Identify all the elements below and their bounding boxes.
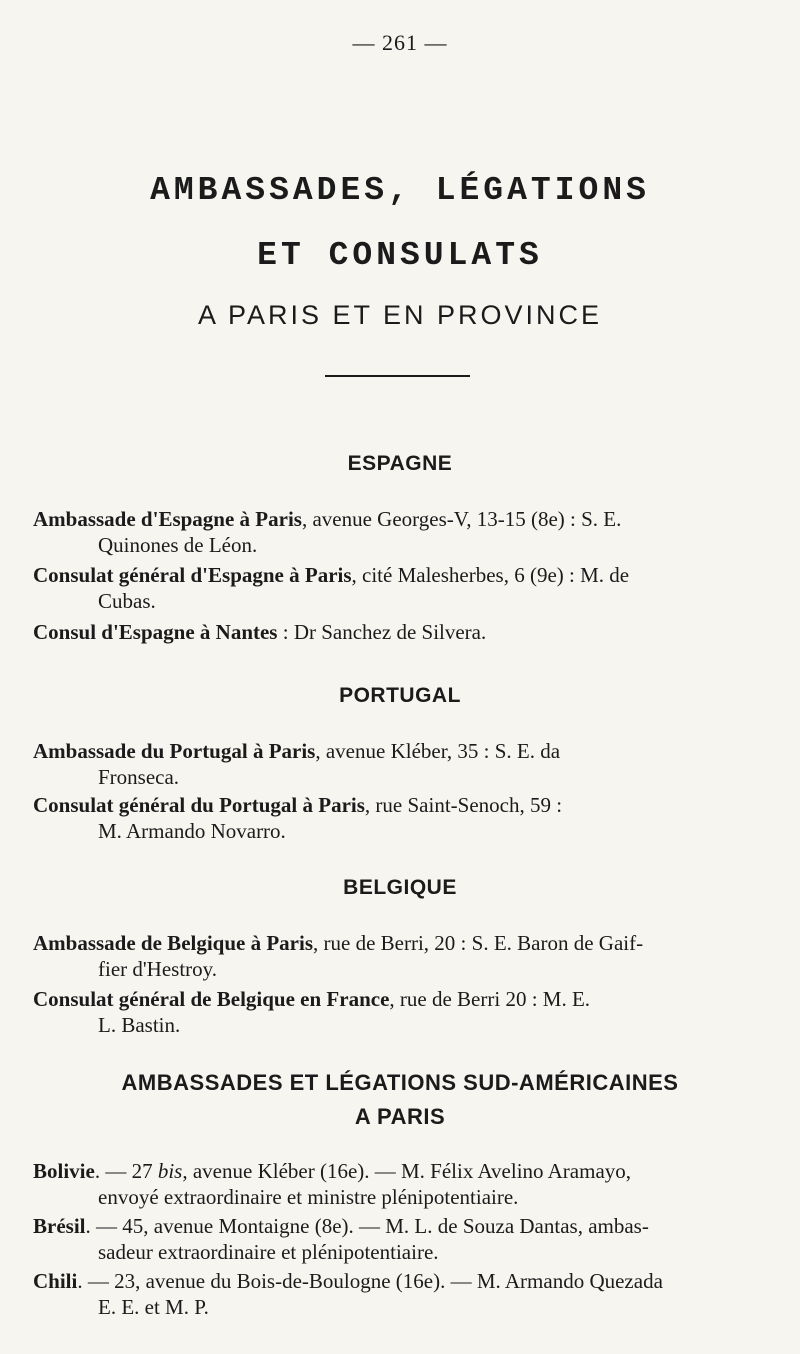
entry-bolivie <box>33 1158 765 1210</box>
entry-consulat-portugal <box>33 792 765 844</box>
entry-name: Consul d'Espagne à Nantes <box>33 620 278 644</box>
entry-name: Ambassade d'Espagne à Paris <box>33 507 302 531</box>
heading-line: A PARIS <box>354 1104 446 1129</box>
entry-ambassade-portugal <box>33 738 765 790</box>
entry-text: . — 27 <box>94 1159 158 1183</box>
entry-continuation: envoyé extraordinaire et ministre plénipotentiaire. <box>98 1185 519 1209</box>
entry-continuation: Quinones de Léon. <box>98 533 258 557</box>
entry-name: Bolivie <box>33 1159 95 1183</box>
heading-line: AMBASSADES ET LÉGATIONS SUD-AMÉRICAINES <box>121 1070 679 1095</box>
entry-continuation: L. Bastin. <box>98 1013 181 1037</box>
entry-name: Chili <box>33 1269 78 1293</box>
entry-text: , avenue Kléber, 35 : S. E. da <box>315 739 561 763</box>
entry-consulat-espagne <box>33 562 765 614</box>
entry-name: Consulat général de Belgique en France <box>33 987 390 1011</box>
entry-text: . — 45, avenue Montaigne (8e). — M. L. de Souza Dantas, ambas- <box>85 1214 649 1238</box>
entry-continuation: sadeur extraordinaire et plénipotentiaire. <box>98 1240 439 1264</box>
entry-name: Brésil <box>33 1214 86 1238</box>
entry-continuation: Cubas. <box>98 589 156 613</box>
entry-continuation: Fronseca. <box>98 765 180 789</box>
entry-bresil <box>33 1213 765 1265</box>
page-title: AMBASSADES, LÉGATIONS <box>150 172 650 209</box>
entry-text: , rue Saint-Senoch, 59 : <box>364 793 563 817</box>
title-divider <box>325 375 470 377</box>
entry-ambassade-belgique <box>33 930 765 982</box>
entry-text: , cité Malesherbes, 6 (9e) : M. de <box>351 563 630 587</box>
entry-name: Ambassade de Belgique à Paris <box>33 931 314 955</box>
entry-text: , rue de Berri 20 : M. E. <box>389 987 591 1011</box>
section-heading-belgique: BELGIQUE <box>343 876 457 899</box>
entry-continuation: M. Armando Novarro. <box>98 819 286 843</box>
page-title-line2: ET CONSULATS <box>257 237 543 274</box>
entry-name: Consulat général du Portugal à Paris <box>33 793 365 817</box>
entry-text: : Dr Sanchez de Silvera. <box>277 620 487 644</box>
entry-text: , avenue Kléber (16e). — M. Félix Avelino Aramayo, <box>182 1159 632 1183</box>
entry-text: , avenue Georges-V, 13-15 (8e) : S. E. <box>301 507 622 531</box>
entry-text: . — 23, avenue du Bois-de-Boulogne (16e). — M. Armando Quezada <box>77 1269 663 1293</box>
entry-consul-nantes <box>33 619 765 645</box>
page-number: — 261 — <box>352 30 448 55</box>
entry-text: , rue de Berri, 20 : S. E. Baron de Gaif- <box>313 931 644 955</box>
section-heading-portugal: PORTUGAL <box>339 684 461 707</box>
entry-name: Ambassade du Portugal à Paris <box>33 739 316 763</box>
section-heading-sud-americaines <box>0 1066 800 1134</box>
page-subtitle: A PARIS ET EN PROVINCE <box>197 300 603 330</box>
section-heading-espagne: ESPAGNE <box>347 452 453 475</box>
entry-ambassade-espagne <box>33 506 765 558</box>
entry-continuation: fier d'Hestroy. <box>98 957 218 981</box>
entry-name: Consulat général d'Espagne à Paris <box>33 563 352 587</box>
entry-consulat-belgique <box>33 986 765 1038</box>
entry-text-italic: bis <box>157 1159 183 1183</box>
entry-continuation: E. E. et M. P. <box>98 1295 209 1319</box>
entry-chili <box>33 1268 765 1320</box>
